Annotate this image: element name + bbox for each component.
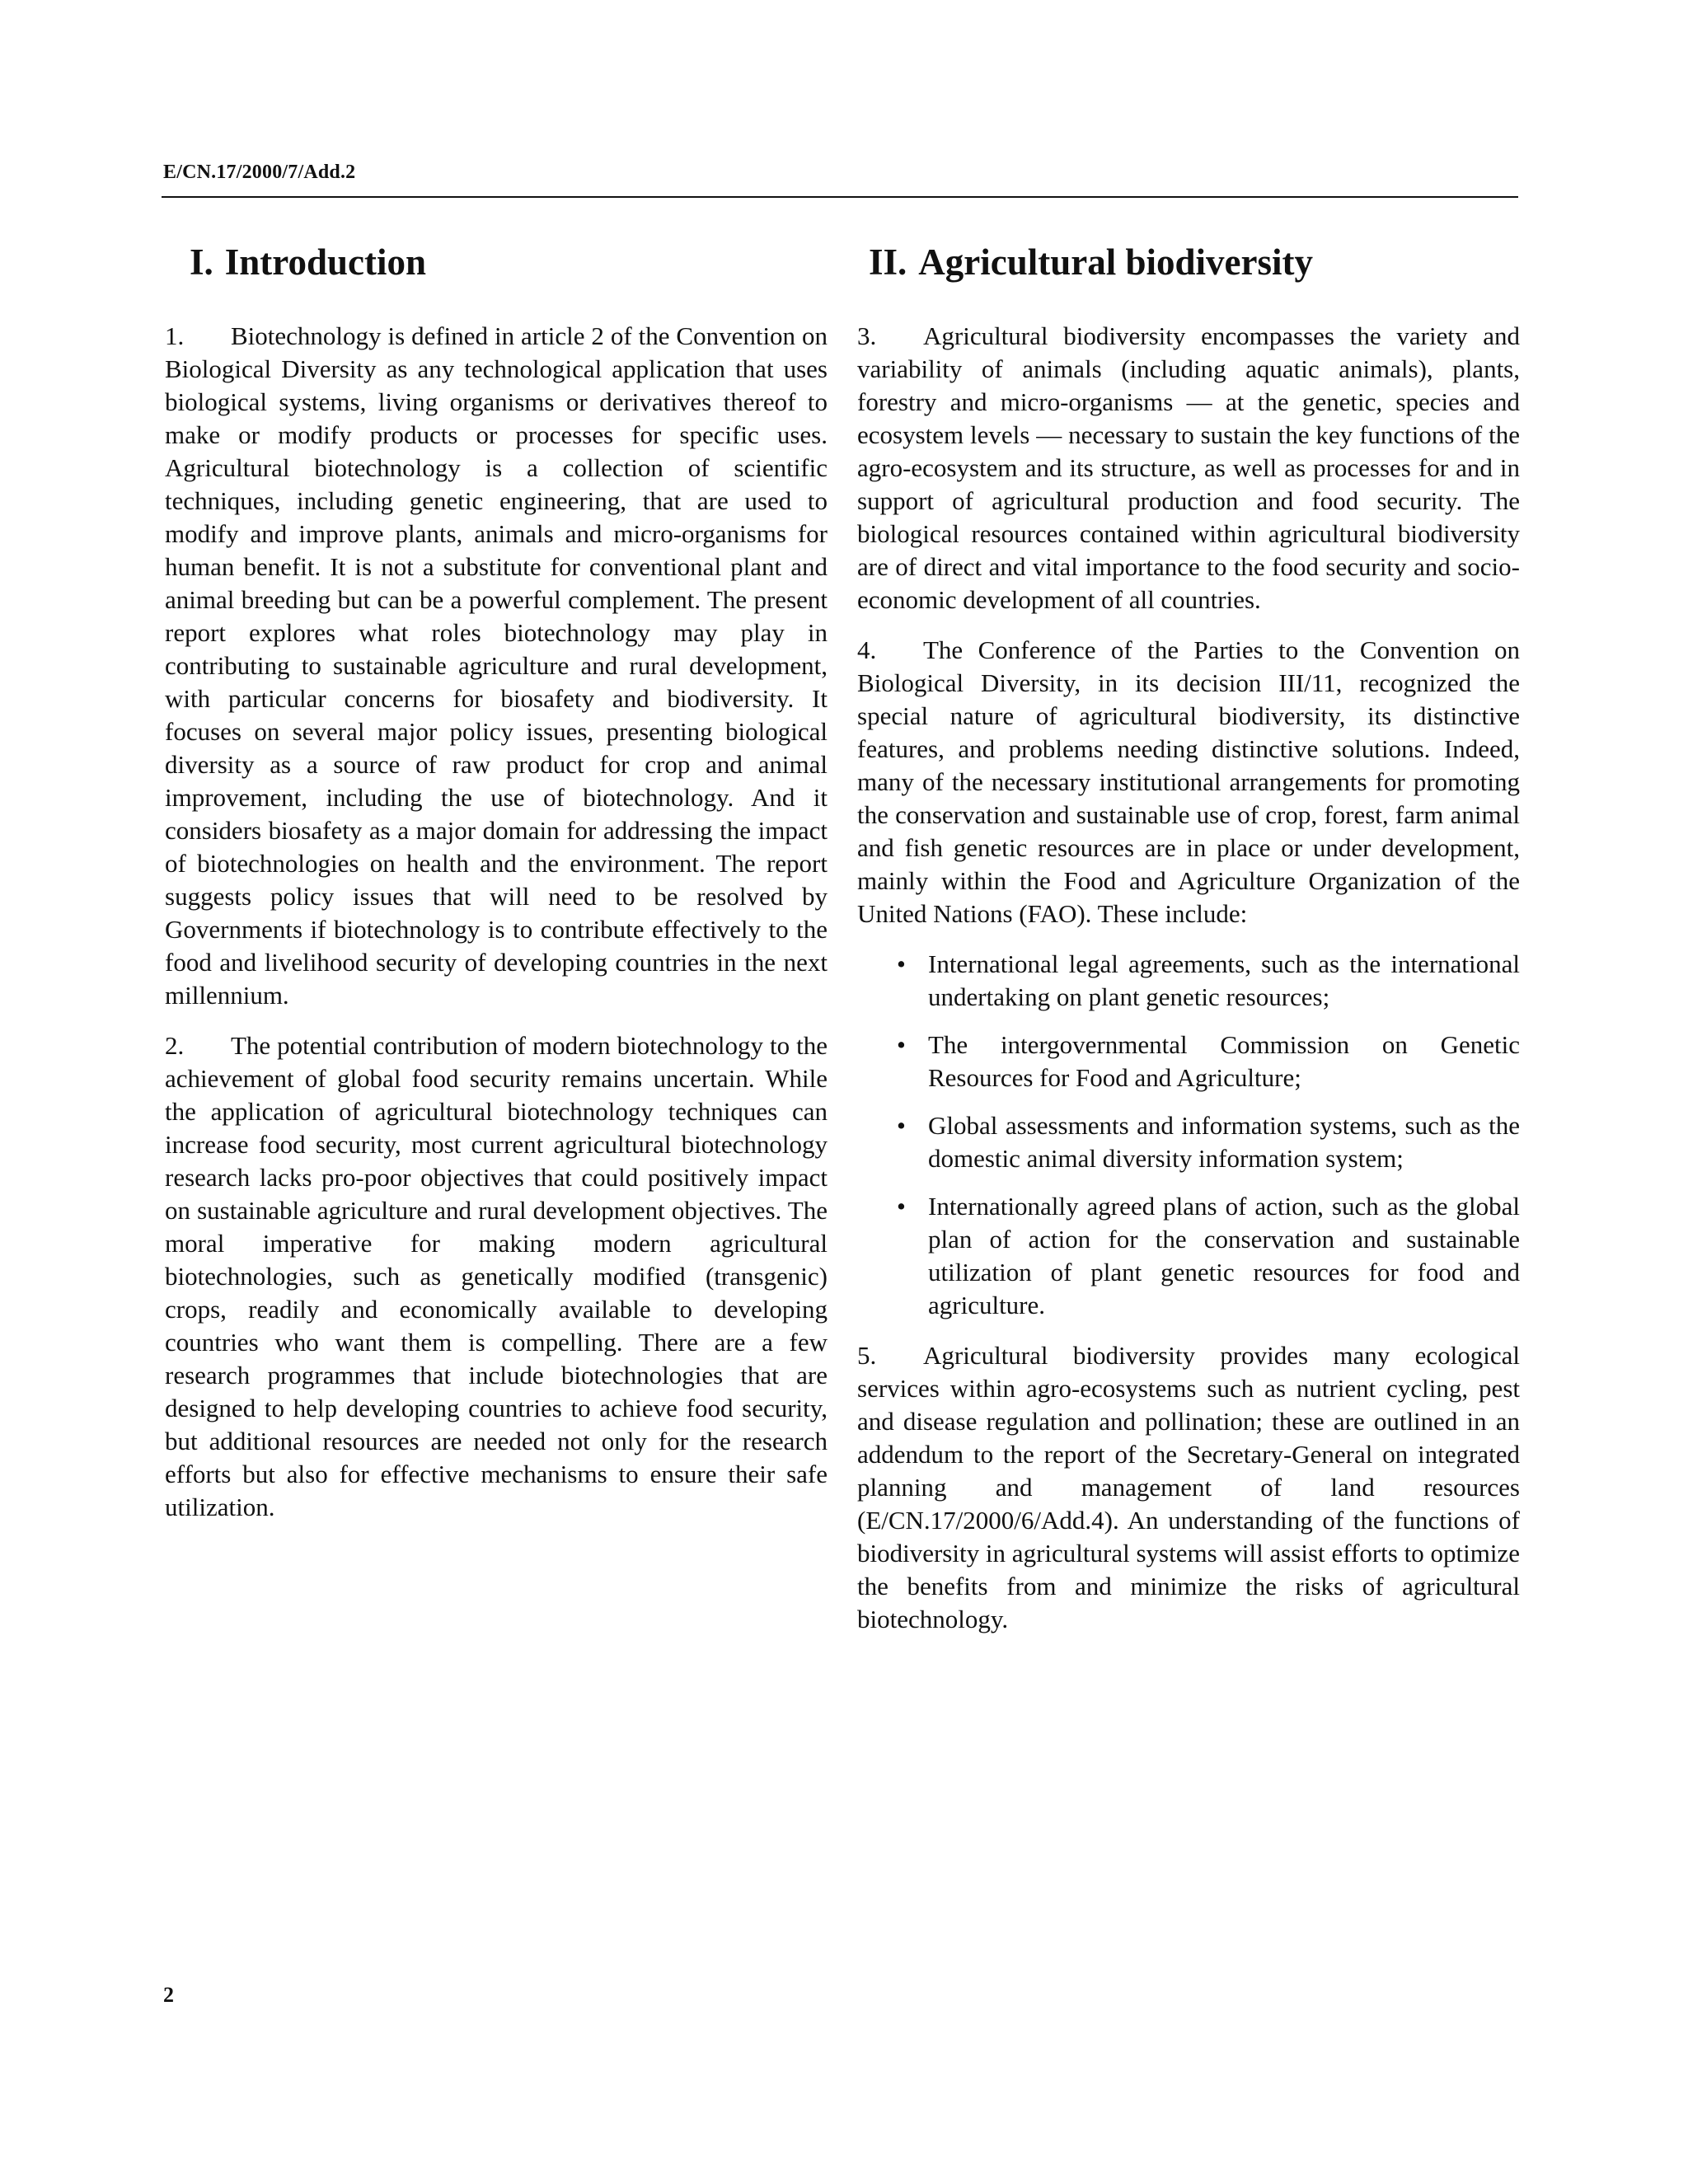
- paragraph-text: The potential contribution of modern biotechnology to the achievement of global food security remains uncertain. While the application of agricultural biotechnology techniques can increase food security, most current agricultural biotechnology research lacks pro-poor objectives that could positively impact on sustainable agriculture and rural development objectives. The moral imperative for making modern agricultural biotechnologies, such as genetically modified (transgenic) crops, readily and economically available to developing countries who want them is compelling. There are a few research programmes that include biotechnologies that are designed to help developing countries to achieve food security, but additional resources are needed not only for the research efforts but also for effective mechanisms to ensure their safe utilization.: [165, 1031, 828, 1521]
- paragraph-1: [165, 320, 828, 1012]
- paragraph-4: [857, 634, 1520, 930]
- header-rule: [162, 196, 1518, 198]
- institutional-arrangements-list: [857, 948, 1520, 1322]
- paragraph-3: [857, 320, 1520, 616]
- right-column: [857, 241, 1520, 1653]
- section-heading-introduction: [165, 241, 828, 320]
- list-item-text: International legal agreements, such as the international undertaking on plant genetic resources;: [928, 949, 1520, 1011]
- paragraph-number: 1.: [165, 321, 185, 350]
- section-number: II.: [869, 241, 907, 283]
- list-item: [897, 948, 1520, 1014]
- bullet-icon: •: [897, 1111, 906, 1140]
- document-symbol: E/CN.17/2000/7/Add.2: [163, 162, 356, 183]
- left-column: [165, 241, 828, 1541]
- paragraph-5: [857, 1339, 1520, 1636]
- list-item: [897, 1029, 1520, 1094]
- list-item-text: Global assessments and information systems, such as the domestic animal diversity information system;: [928, 1111, 1520, 1173]
- paragraph-text: Agricultural biodiversity provides many ecological services within agro-ecosystems such as nutrient cycling, pest and disease regulation and pollination; these are outlined in an addendum to the report of the Secretary-General on integrated planning and management of land resources (E/CN.17/2000/6/Add.4). An understanding of the functions of biodiversity in agricultural systems will assist efforts to optimize the benefits from and minimize the risks of agricultural biotechnology.: [857, 1341, 1520, 1633]
- list-item: [897, 1190, 1520, 1322]
- paragraph-text: Biotechnology is defined in article 2 of the Convention on Biological Diversity as any technological application that uses biological systems, living organisms or derivatives thereof to make or modify products or processes for specific uses. Agricultural biotechnology is a collection of scientific techniques, including genetic engineering, that are used to modify and improve plants, animals and micro-organisms for human benefit. It is not a substitute for conventional plant and animal breeding but can be a powerful complement. The present report explores what roles biotechnology may play in contributing to sustainable agriculture and rural development, with particular concerns for biosafety and biodiversity. It focuses on several major policy issues, presenting biological diversity as a source of raw product for crop and animal improvement, including the use of biotechnology. And it considers biosafety as a major domain for addressing the impact of biotechnologies on health and the environment. The report suggests policy issues that will need to be resolved by Governments if biotechnology is to contribute effectively to the food and livelihood security of developing countries in the next millennium.: [165, 321, 828, 1010]
- section-heading-agricultural-biodiversity: [857, 241, 1520, 320]
- section-title: Introduction: [224, 241, 426, 283]
- list-item-text: Internationally agreed plans of action, such as the global plan of action for the conservation and sustainable utilization of plant genetic resources for food and agriculture.: [928, 1192, 1520, 1319]
- paragraph-text: The Conference of the Parties to the Convention on Biological Diversity, in its decision III/11, recognized the special nature of agricultural biodiversity, its distinctive features, and problems needing distinctive solutions. Indeed, many of the necessary institutional arrangements for promoting the conservation and sustainable use of crop, forest, farm animal and fish genetic resources are in place or under development, mainly within the Food and Agriculture Organization of the United Nations (FAO). These include:: [857, 635, 1520, 928]
- paragraph-text: Agricultural biodiversity encompasses the variety and variability of animals (including aquatic animals), plants, forestry and micro-organisms — at the genetic, species and ecosystem levels — necessary to sustain the key functions of the agro-ecosystem and its structure, as well as processes for and in support of agricultural production and food security. The biological resources contained within agricultural biodiversity are of direct and vital importance to the food security and socio-economic development of all countries.: [857, 321, 1520, 614]
- paragraph-number: 3.: [857, 321, 877, 350]
- bullet-icon: •: [897, 1192, 906, 1221]
- paragraph-number: 2.: [165, 1031, 185, 1060]
- section-title: Agricultural biodiversity: [918, 241, 1313, 283]
- page-number: 2: [163, 1983, 174, 2007]
- paragraph-number: 5.: [857, 1341, 877, 1370]
- paragraph-number: 4.: [857, 635, 877, 664]
- section-number: I.: [190, 241, 213, 283]
- list-item: [897, 1109, 1520, 1175]
- list-item-text: The intergovernmental Commission on Genetic Resources for Food and Agriculture;: [928, 1030, 1520, 1092]
- bullet-icon: •: [897, 1030, 906, 1059]
- bullet-icon: •: [897, 949, 906, 978]
- paragraph-2: [165, 1029, 828, 1524]
